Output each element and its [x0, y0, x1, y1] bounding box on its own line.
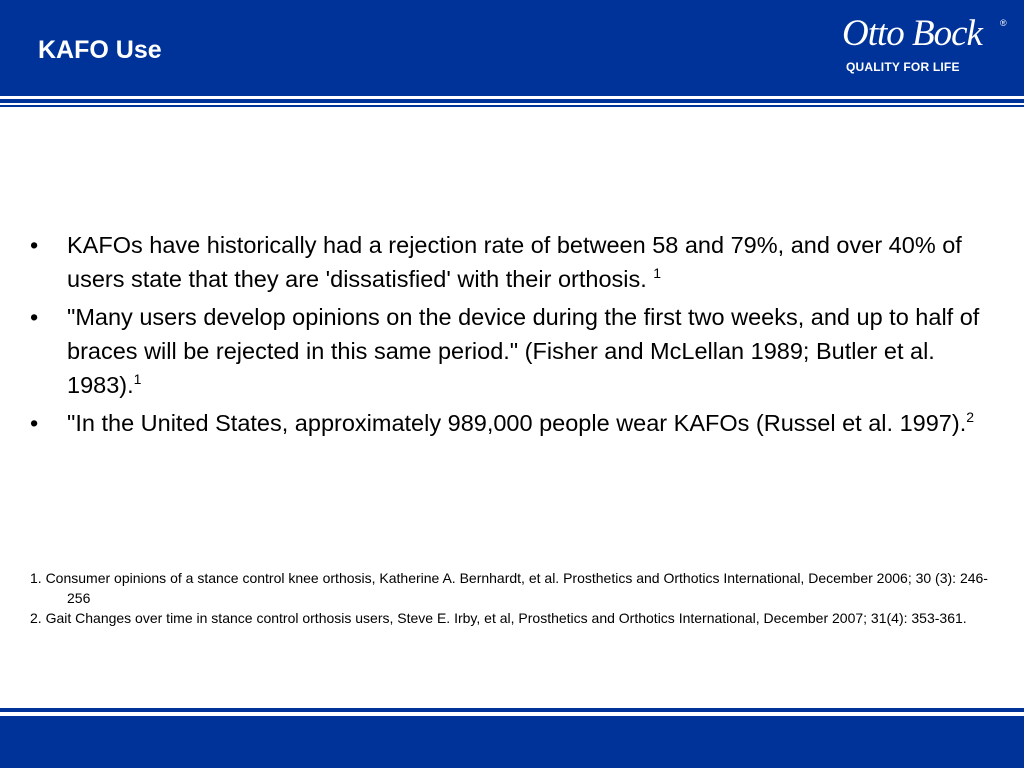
bullet-marker: • — [30, 304, 39, 330]
header-bar — [0, 0, 1024, 96]
slide-title: KAFO Use — [38, 36, 162, 64]
footer-bar — [0, 716, 1024, 768]
footnote-ref: 2 — [966, 409, 975, 425]
reference-item: 1. Consumer opinions of a stance control knee orthosis, Katherine A. Bernhardt, et al. Prosthetics and Orthotics International, December 2006; 30 (3): 246-256 — [30, 570, 988, 606]
bullet-text: "Many users develop opinions on the device during the first two weeks, and up to half of braces will be rejected in this same period." (Fisher and McLellan 1989; Butler et al. 1983). — [67, 304, 980, 398]
bullet-text: "In the United States, approximately 989,000 people wear KAFOs (Russel et al. 1997). — [67, 410, 967, 436]
otto-bock-logo: Otto Bock — [842, 13, 982, 54]
footer-stripe — [0, 708, 1024, 712]
bullet-list — [30, 228, 1005, 444]
footnote-ref: 1 — [133, 371, 142, 387]
bullet-item — [30, 300, 1005, 402]
bullet-marker: • — [30, 232, 39, 258]
bullet-item — [30, 228, 1005, 296]
header-stripe — [0, 99, 1024, 103]
registered-mark: ® — [1000, 18, 1007, 28]
bullet-marker: • — [30, 410, 39, 436]
footnote-ref: 1 — [653, 265, 662, 281]
logo-tagline: QUALITY FOR LIFE — [846, 60, 960, 74]
header-stripe-thin — [0, 105, 1024, 107]
reference-item: 2. Gait Changes over time in stance control orthosis users, Steve E. Irby, et al, Prosthetics and Orthotics International, December 2007; 31(4): 353-361. — [30, 610, 967, 626]
bullet-text: KAFOs have historically had a rejection rate of between 58 and 79%, and over 40% of users state that they are 'dissatisfied' with their orthosis. — [67, 232, 962, 292]
references — [30, 568, 1005, 628]
bullet-item — [30, 406, 1005, 440]
